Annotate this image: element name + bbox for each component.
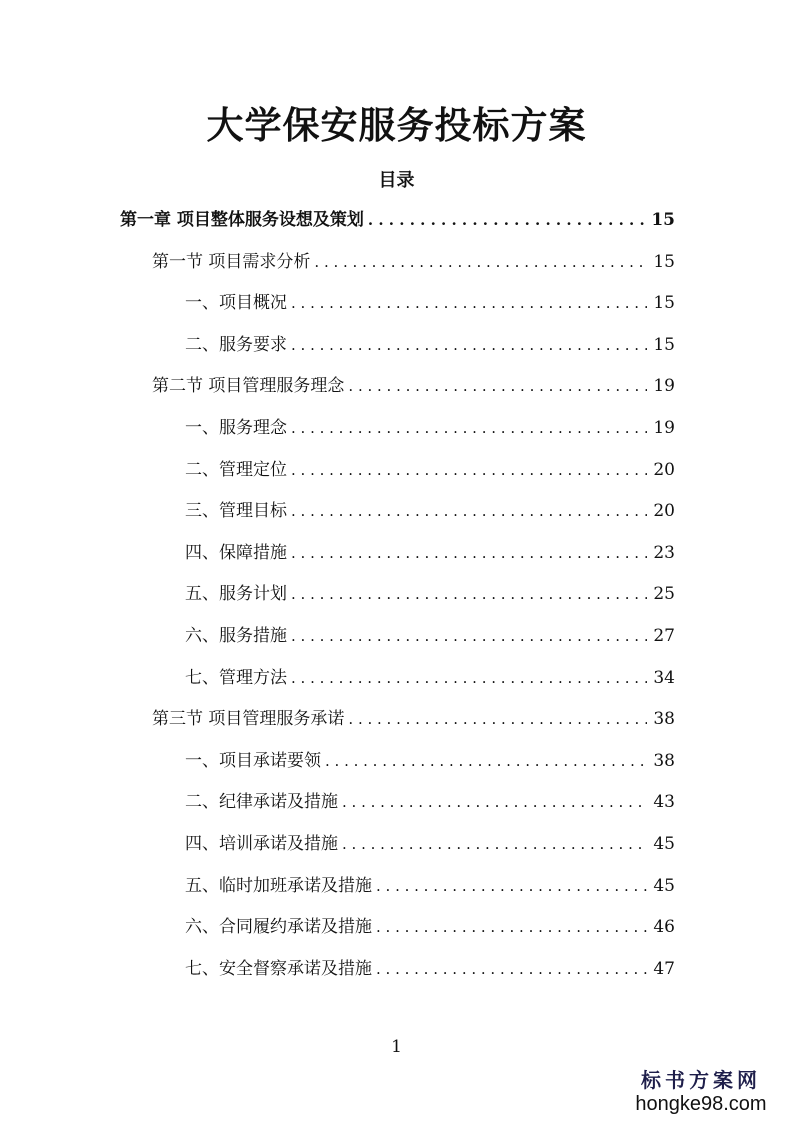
toc-dot-leader xyxy=(291,457,647,483)
toc-dot-leader xyxy=(291,665,647,691)
toc-dot-leader xyxy=(291,332,647,358)
page-number: 1 xyxy=(391,1037,402,1057)
toc-dot-leader xyxy=(342,831,647,857)
toc-entry-label: 五、临时加班承诺及措施 xyxy=(185,876,372,896)
toc-entry-page: 15 xyxy=(653,293,675,313)
toc-heading: 目录 xyxy=(378,170,415,191)
toc-dot-leader xyxy=(376,873,647,899)
toc-entry-page: 15 xyxy=(651,210,675,230)
toc-entry-13[interactable] xyxy=(152,706,675,732)
toc-entry-18[interactable] xyxy=(185,914,675,940)
toc-entry-page: 47 xyxy=(653,959,675,979)
watermark-url: hongke98.com xyxy=(635,1093,767,1115)
toc-entry-label: 三、管理目标 xyxy=(185,501,287,521)
toc-entry-page: 20 xyxy=(653,460,675,480)
toc-dot-leader xyxy=(368,207,645,233)
toc-entry-label: 五、服务计划 xyxy=(185,584,287,604)
toc-dot-leader xyxy=(348,373,647,399)
watermark-logo xyxy=(621,1068,781,1116)
toc-entry-page: 38 xyxy=(653,709,675,729)
toc-entry-9[interactable] xyxy=(185,540,675,566)
toc-entry-label: 一、服务理念 xyxy=(185,418,287,438)
toc-entry-1[interactable] xyxy=(120,207,675,233)
toc-entry-page: 34 xyxy=(653,668,675,688)
toc-entry-label: 六、服务措施 xyxy=(185,626,287,646)
toc-entry-page: 45 xyxy=(653,876,675,896)
toc-entry-label: 一、项目概况 xyxy=(185,293,287,313)
toc-entry-10[interactable] xyxy=(185,581,675,607)
toc-dot-leader xyxy=(342,789,647,815)
toc-entry-page: 43 xyxy=(653,792,675,812)
toc-dot-leader xyxy=(291,498,647,524)
toc-entry-page: 25 xyxy=(653,584,675,604)
toc-entry-page: 19 xyxy=(653,418,675,438)
toc-entry-17[interactable] xyxy=(185,873,675,899)
toc-entry-page: 15 xyxy=(653,335,675,355)
toc-dot-leader xyxy=(348,706,647,732)
toc-entry-4[interactable] xyxy=(185,332,675,358)
toc-entry-14[interactable] xyxy=(185,748,675,774)
toc-entry-12[interactable] xyxy=(185,665,675,691)
toc-entry-6[interactable] xyxy=(185,415,675,441)
toc-entry-label: 一、项目承诺要领 xyxy=(185,751,321,771)
toc-dot-leader xyxy=(376,956,647,982)
toc-entry-15[interactable] xyxy=(185,789,675,815)
toc-dot-leader xyxy=(291,540,647,566)
toc-entry-page: 38 xyxy=(653,751,675,771)
toc-entry-page: 15 xyxy=(653,252,675,272)
toc-entry-label: 七、安全督察承诺及措施 xyxy=(185,959,372,979)
toc-entry-7[interactable] xyxy=(185,457,675,483)
toc-dot-leader xyxy=(291,581,647,607)
toc-entry-label: 七、管理方法 xyxy=(185,668,287,688)
toc-entry-5[interactable] xyxy=(152,373,675,399)
watermark-text: 标书方案网 xyxy=(641,1068,761,1092)
toc-dot-leader xyxy=(314,249,647,275)
toc-dot-leader xyxy=(376,914,647,940)
toc-dot-leader xyxy=(291,415,647,441)
toc-entry-3[interactable] xyxy=(185,290,675,316)
toc-entry-label: 六、合同履约承诺及措施 xyxy=(185,917,372,937)
toc-entry-11[interactable] xyxy=(185,623,675,649)
toc-entry-label: 四、保障措施 xyxy=(185,543,287,563)
toc-entry-page: 45 xyxy=(653,834,675,854)
toc-entry-label: 二、纪律承诺及措施 xyxy=(185,792,338,812)
toc-entry-label: 第一章 项目整体服务设想及策划 xyxy=(120,210,364,230)
toc-dot-leader xyxy=(291,623,647,649)
toc-entry-19[interactable] xyxy=(185,956,675,982)
toc-entry-label: 二、服务要求 xyxy=(185,335,287,355)
toc-dot-leader xyxy=(291,290,647,316)
toc-entry-page: 20 xyxy=(653,501,675,521)
toc-entry-label: 第三节 项目管理服务承诺 xyxy=(152,709,345,729)
toc-entry-page: 27 xyxy=(653,626,675,646)
toc-entry-16[interactable] xyxy=(185,831,675,857)
toc-entry-label: 第二节 项目管理服务理念 xyxy=(152,376,345,396)
toc-entry-label: 四、培训承诺及措施 xyxy=(185,834,338,854)
document-title: 大学保安服务投标方案 xyxy=(206,103,587,147)
toc-entry-label: 第一节 项目需求分析 xyxy=(152,252,311,272)
toc-entry-page: 23 xyxy=(653,543,675,563)
toc-entry-8[interactable] xyxy=(185,498,675,524)
toc-entry-page: 46 xyxy=(653,917,675,937)
toc-dot-leader xyxy=(325,748,647,774)
toc-entry-2[interactable] xyxy=(152,249,675,275)
toc-entry-page: 19 xyxy=(653,376,675,396)
toc-entry-label: 二、管理定位 xyxy=(185,460,287,480)
